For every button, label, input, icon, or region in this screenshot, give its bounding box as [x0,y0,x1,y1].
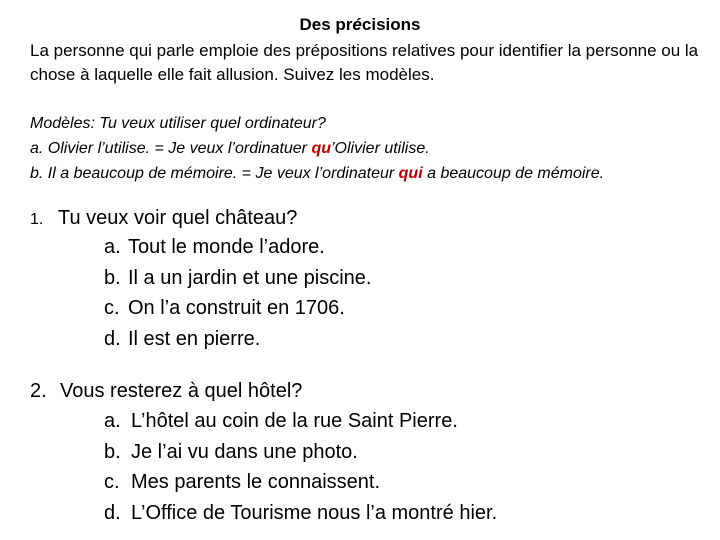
models-line-3 [30,161,710,186]
question-2-number: 2. [30,380,47,402]
question-1 [30,203,297,235]
question-1-option-c [104,293,372,324]
option-text: Il est en pierre. [128,327,261,350]
question-2 [30,376,302,406]
option-letter: c. [104,471,120,493]
option-text: Mes parents le connaissent. [131,471,381,493]
question-1-option-a [104,232,372,263]
option-letter: a. [104,410,121,432]
option-text: L’Office de Tourisme nous l’a montré hier. [131,501,498,524]
option-letter: b. [104,266,121,289]
question-2-option-a [104,406,497,437]
option-letter: d. [104,501,121,524]
title-part-3: cisions [361,15,421,34]
option-text: On l’a construit en 1706. [128,297,345,319]
option-text: L’hôtel au coin de la rue Saint Pierre. [131,410,458,432]
question-1-options [104,232,372,354]
question-1-option-b [104,263,372,294]
title-part-1: Des pr [299,15,353,34]
models-line-3-start: b. Il a beaucoup de mémoire. = Je veux l’ordinateur [30,165,399,182]
question-1-option-d [104,324,372,355]
question-2-option-d [104,498,497,529]
models-block [30,111,710,186]
models-line-2 [30,136,710,161]
option-letter: a. [104,236,121,258]
option-text: Il a un jardin et une piscine. [128,266,372,289]
option-text: Tout le monde l’adore. [128,236,325,258]
question-2-option-b [104,437,497,468]
question-2-options [104,406,497,528]
models-line-1: Modèles: Tu veux utiliser quel ordinateur? [30,115,326,132]
option-letter: c. [104,297,120,319]
option-letter: b. [104,440,121,463]
title-part-2: é [352,15,362,34]
question-1-text: Tu veux voir quel château? [58,207,298,229]
intro-paragraph: La personne qui parle emploie des prépositions relatives pour identifier la personne ou la chose à laquelle elle fait allusion. Suivez les modèles. [30,41,699,84]
option-letter: d. [104,327,121,350]
models-line-2-end: ’Olivier utilise. [331,140,430,157]
option-text: Je l’ai vu dans une photo. [131,440,358,463]
relative-pronoun-qui: qui [398,165,423,182]
question-1-number: 1. [30,211,44,228]
question-2-option-c [104,467,497,498]
models-line-2-start: a. Olivier l’utilise. = Je veux l’ordinatuer [30,140,312,157]
page-title [0,14,720,36]
models-line-3-end: a beaucoup de mémoire. [422,165,605,182]
question-2-text: Vous resterez à quel hôtel? [60,380,303,402]
relative-pronoun-qu: qu [311,140,331,157]
